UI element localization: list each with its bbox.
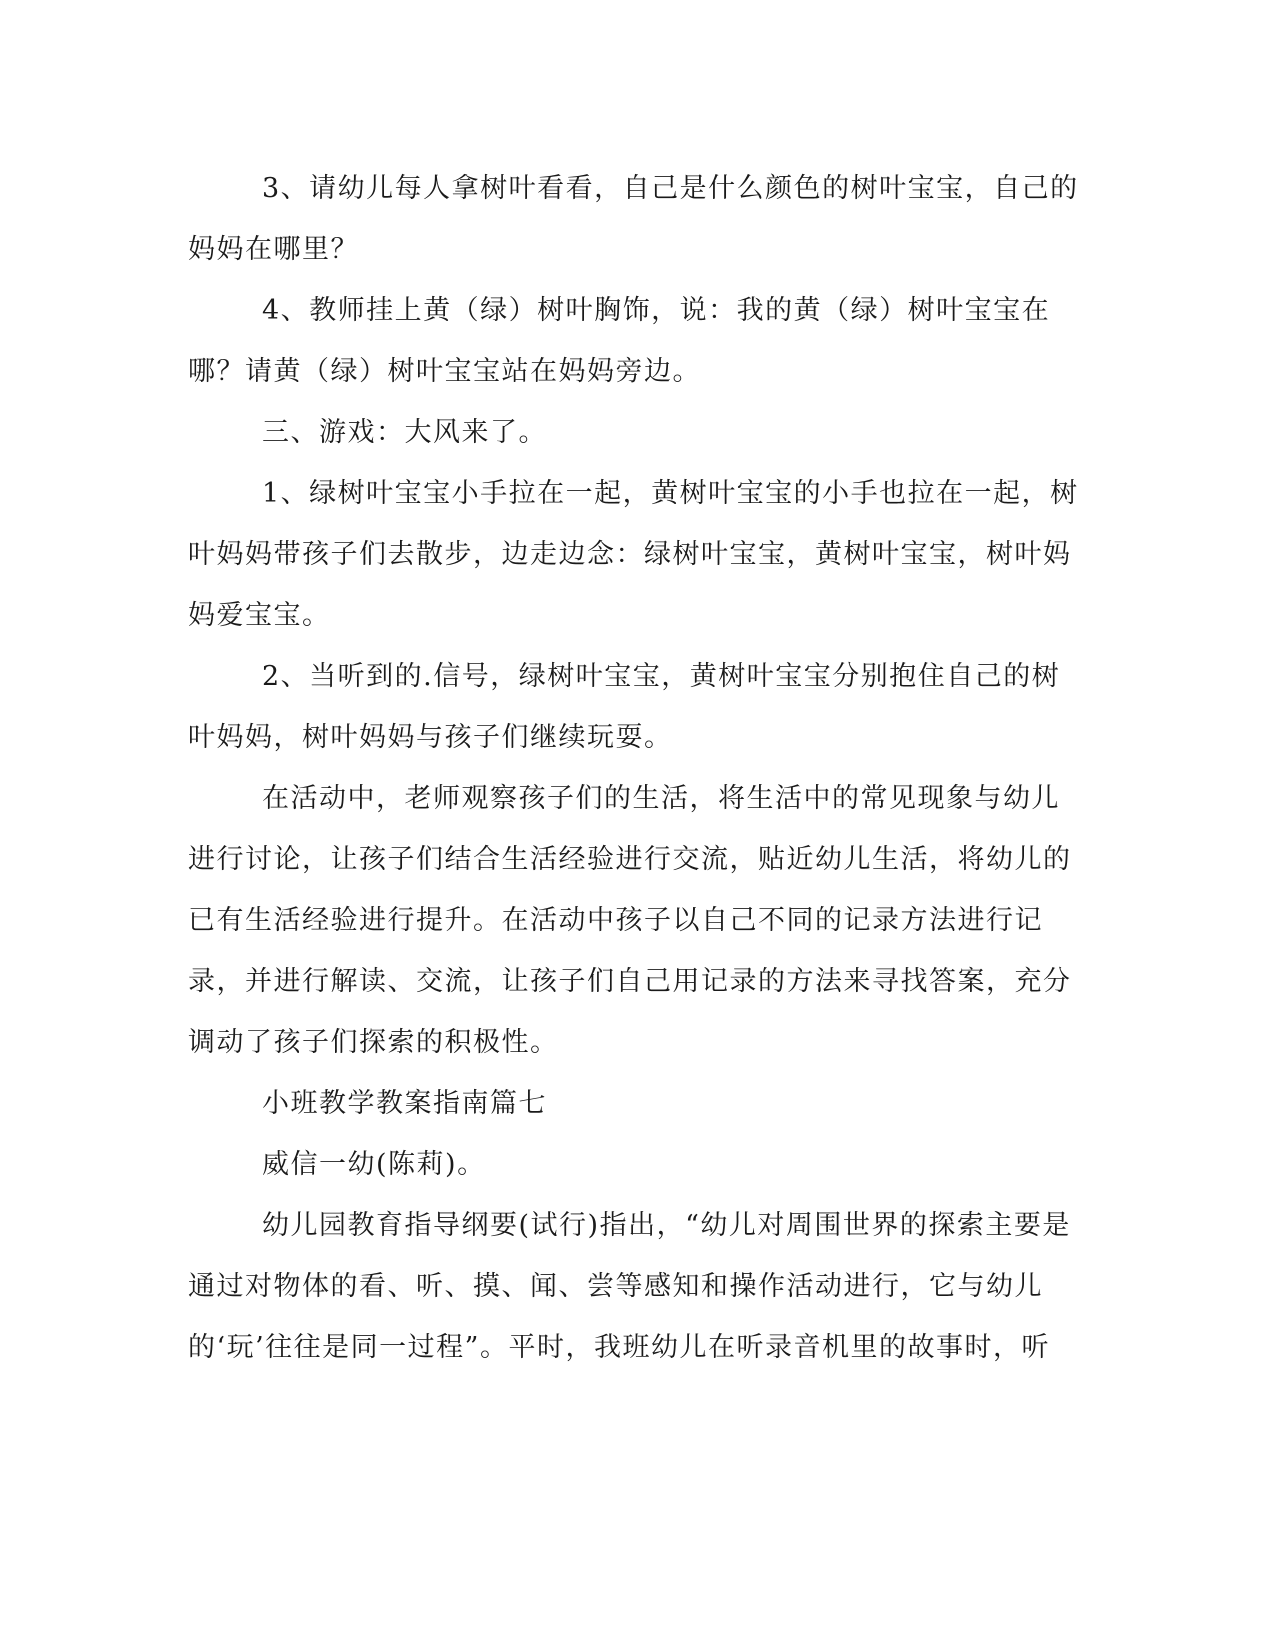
document-body xyxy=(188,158,1088,1378)
section-heading: 小班教学教案指南篇七 xyxy=(262,1088,547,1119)
paragraph-section-game: 三、游戏：大风来了。 xyxy=(262,417,547,448)
paragraph-reflection: 在活动中，老师观察孩子们的生活，将生活中的常见现象与幼儿进行讨论，让孩子们结合生活经验进行交流，贴近幼儿生活，将幼儿的已有生活经验进行提升。在活动中孩子以自己不同的记录方法进行记录，并进行解读、交流，让孩子们自己用记录的方法来寻找答案，充分调动了孩子们探索的积极性。 xyxy=(188,783,1072,1058)
author-line: 威信一幼(陈莉)。 xyxy=(262,1149,486,1180)
paragraph-step-4: 4、教师挂上黄（绿）树叶胸饰，说：我的黄（绿）树叶宝宝在哪？请黄（绿）树叶宝宝站在妈妈旁边。 xyxy=(188,295,1051,387)
paragraph-step-3: 3、请幼儿每人拿树叶看看，自己是什么颜色的树叶宝宝，自己的妈妈在哪里？ xyxy=(188,173,1079,265)
paragraph-guideline-quote: 幼儿园教育指导纲要(试行)指出，“幼儿对周围世界的探索主要是通过对物体的看、听、摸、闻、尝等感知和操作活动进行，它与幼儿的‘玩’往往是同一过程”。平时，我班幼儿在听录音机里的故事时，听 xyxy=(188,1210,1071,1363)
paragraph-game-step-2: 2、当听到的.信号，绿树叶宝宝，黄树叶宝宝分别抱住自己的树叶妈妈，树叶妈妈与孩子们继续玩耍。 xyxy=(188,661,1061,753)
paragraph-game-step-1: 1、绿树叶宝宝小手拉在一起，黄树叶宝宝的小手也拉在一起，树叶妈妈带孩子们去散步，边走边念：绿树叶宝宝，黄树叶宝宝，树叶妈妈爱宝宝。 xyxy=(188,478,1079,631)
